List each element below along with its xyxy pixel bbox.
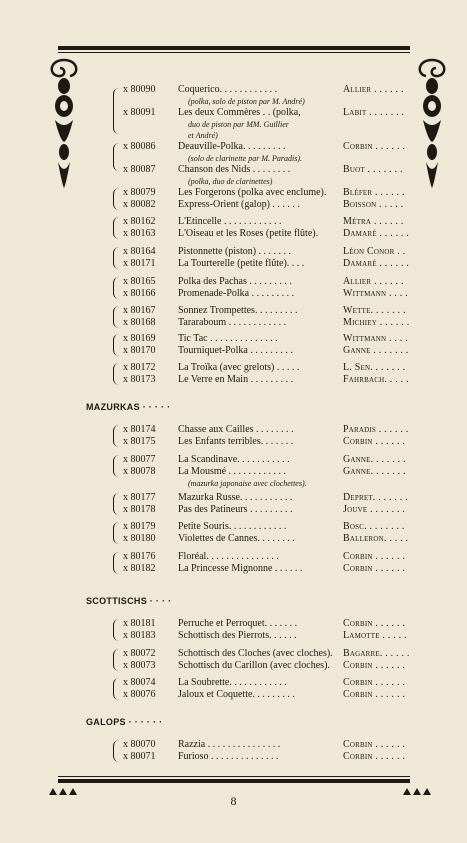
composer: Corbin . . . . . .	[343, 677, 406, 688]
composer: Allier . . . . . .	[343, 84, 404, 95]
composer: Bosc. . . . . . . .	[343, 521, 405, 532]
entry-group	[0, 305, 467, 329]
entry-group	[0, 187, 467, 211]
composer: Depret. . . . . . .	[343, 492, 408, 503]
piece-title: Pas des Patineurs . . . . . . . . .	[178, 504, 293, 515]
piece-title: Promenade-Polka . . . . . . . . .	[178, 288, 295, 299]
record-number: x 80170	[123, 345, 156, 356]
piece-title: Tourniquet-Polka . . . . . . . . .	[178, 345, 293, 356]
record-number: x 80181	[123, 618, 156, 629]
top-border-thick	[58, 46, 410, 50]
entry-row	[0, 187, 467, 199]
entry-group	[0, 333, 467, 357]
entry-row	[0, 677, 467, 689]
entry-row	[0, 228, 467, 240]
entry-row	[0, 533, 467, 545]
record-number: x 80073	[123, 660, 156, 671]
composer: Métra . . . . . .	[343, 216, 404, 227]
composer: Wittmann . . . .	[343, 288, 408, 299]
entry-row	[0, 551, 467, 563]
record-number: x 80077	[123, 454, 156, 465]
entry-row	[0, 216, 467, 228]
record-number: x 80174	[123, 424, 156, 435]
composer: Bagarre. . . . . .	[343, 648, 410, 659]
composer: Corbin . . . . . .	[343, 436, 406, 447]
section-heading-galops: GALOPS · · · · · ·	[86, 717, 163, 727]
composer: Corbin . . . . . .	[343, 751, 406, 762]
record-number: x 80072	[123, 648, 156, 659]
record-number: x 80071	[123, 751, 156, 762]
composer: Ganne. . . . . . .	[343, 466, 406, 477]
piece-title: La Mousmé . . . . . . . . . . . .	[178, 466, 287, 477]
composer: Balleron. . . . .	[343, 533, 409, 544]
entry-row	[0, 362, 467, 374]
record-number: x 80171	[123, 258, 156, 269]
entry-row	[0, 258, 467, 270]
composer: Damaré . . . . . .	[343, 228, 410, 239]
composer: Corbin . . . . . .	[343, 563, 406, 574]
piece-title: Sonnez Trompettes. . . . . . . . .	[178, 305, 298, 316]
entry-row	[0, 317, 467, 329]
piece-title: Chanson des Nids . . . . . . . .	[178, 164, 291, 175]
composer: Paradis . . . . . .	[343, 424, 409, 435]
composer: Corbin . . . . . .	[343, 689, 406, 700]
piece-title: Les Forgerons (polka avec enclume).	[178, 187, 327, 198]
entry-note: (solo de clarinette par M. Paradis).	[188, 154, 302, 163]
record-number: x 80079	[123, 187, 156, 198]
record-number: x 80168	[123, 317, 156, 328]
composer: L. Sen. . . . . . .	[343, 362, 406, 373]
piece-title: La Soubrette. . . . . . . . . . . .	[178, 677, 287, 688]
record-number: x 80167	[123, 305, 156, 316]
entry-row	[0, 466, 467, 478]
record-number: x 80090	[123, 84, 156, 95]
record-number: x 80074	[123, 677, 156, 688]
composer: Corbin . . . . . .	[343, 660, 406, 671]
piece-title: Schottisch des Pierrots. . . . . .	[178, 630, 297, 641]
piece-title: Razzia . . . . . . . . . . . . . . .	[178, 739, 281, 750]
entry-row	[0, 618, 467, 630]
record-number: x 80166	[123, 288, 156, 299]
entry-row	[0, 492, 467, 504]
entry-group	[0, 276, 467, 300]
entry-group	[0, 739, 467, 763]
section-heading-scottischs: SCOTTISCHS · · · ·	[86, 596, 172, 606]
composer: Michiey . . . . . .	[343, 317, 410, 328]
entry-row	[0, 84, 467, 96]
record-number: x 80078	[123, 466, 156, 477]
entry-row	[0, 689, 467, 701]
entry-row	[0, 504, 467, 516]
record-number: x 80086	[123, 141, 156, 152]
piece-title: Les Enfants terribles. . . . . . .	[178, 436, 294, 447]
entry-note: (polka, solo de piston par M. André)	[188, 97, 305, 106]
entry-row	[0, 288, 467, 300]
entry-group	[0, 84, 467, 141]
entry-group	[0, 424, 467, 448]
composer: Léon Conor . .	[343, 246, 406, 257]
entry-note: et André)	[188, 131, 218, 140]
piece-title: Coquerico. . . . . . . . . . . .	[178, 84, 278, 95]
entry-row	[0, 436, 467, 448]
composer: Bléfer . . . . . .	[343, 187, 405, 198]
entry-group	[0, 492, 467, 516]
piece-title: Express-Orient (galop) . . . . . .	[178, 199, 300, 210]
record-number: x 80172	[123, 362, 156, 373]
entry-row	[0, 751, 467, 763]
record-number: x 80082	[123, 199, 156, 210]
bottom-border-thick	[58, 779, 410, 783]
entry-row	[0, 739, 467, 751]
entry-row	[0, 521, 467, 533]
record-number: x 80175	[123, 436, 156, 447]
entry-row	[0, 276, 467, 288]
entry-group	[0, 454, 467, 489]
top-border-thin	[58, 52, 410, 53]
piece-title: Violettes de Cannes. . . . . . . .	[178, 533, 295, 544]
piece-title: Tic Tac . . . . . . . . . . . . . .	[178, 333, 278, 344]
record-number: x 80177	[123, 492, 156, 503]
entry-row	[0, 246, 467, 258]
record-number: x 80179	[123, 521, 156, 532]
entry-group	[0, 246, 467, 270]
composer: Corbin . . . . . .	[343, 739, 406, 750]
entry-group	[0, 618, 467, 642]
entry-group	[0, 362, 467, 386]
piece-title: Perruche et Perroquet. . . . . . .	[178, 618, 298, 629]
entry-row	[0, 454, 467, 466]
piece-title: Deauville-Polka. . . . . . . . .	[178, 141, 286, 152]
composer: Wittmann . . . .	[343, 333, 408, 344]
composer: Fahrbach. . . . .	[343, 374, 409, 385]
bottom-border-thin	[58, 776, 410, 777]
record-number: x 80087	[123, 164, 156, 175]
composer: Buot . . . . . . .	[343, 164, 403, 175]
entry-group	[0, 648, 467, 672]
entry-row	[0, 648, 467, 660]
piece-title: L'Etincelle . . . . . . . . . . . .	[178, 216, 282, 227]
record-number: x 80180	[123, 533, 156, 544]
piece-title: Polka des Pachas . . . . . . . . .	[178, 276, 292, 287]
entry-row	[0, 563, 467, 575]
piece-title: Mazurka Russe. . . . . . . . . . .	[178, 492, 293, 503]
composer: Corbin . . . . . .	[343, 141, 406, 152]
entry-group	[0, 141, 467, 187]
composer: Wette. . . . . . .	[343, 305, 406, 316]
entry-note: (mazurka japonaise avec clochettes).	[188, 479, 307, 488]
record-number: x 80070	[123, 739, 156, 750]
piece-title: Floréal. . . . . . . . . . . . . . .	[178, 551, 279, 562]
piece-title: Pistonnette (piston) . . . . . . .	[178, 246, 292, 257]
piece-title: Schottisch du Carillon (avec cloches).	[178, 660, 330, 671]
entry-note: duo de piston par MM. Guillier	[188, 120, 289, 129]
piece-title: Tararaboum . . . . . . . . . . . .	[178, 317, 287, 328]
record-number: x 80176	[123, 551, 156, 562]
composer: Corbin . . . . . .	[343, 618, 406, 629]
piece-title: Le Verre en Main . . . . . . . . .	[178, 374, 294, 385]
composer: Ganne . . . . . . .	[343, 345, 409, 356]
piece-title: La Princesse Mignonne . . . . . .	[178, 563, 303, 574]
piece-title: Les deux Commères . . (polka,	[178, 107, 301, 118]
piece-title: Chasse aux Cailles . . . . . . . .	[178, 424, 294, 435]
record-number: x 80091	[123, 107, 156, 118]
entry-note: (polka, duo de clarinettes)	[188, 177, 273, 186]
piece-title: Furioso . . . . . . . . . . . . . .	[178, 751, 279, 762]
piece-title: La Tourterelle (petite flûte). . . .	[178, 258, 305, 269]
record-number: x 80182	[123, 563, 156, 574]
page-number: 8	[230, 794, 237, 808]
entry-row	[0, 374, 467, 386]
piece-title: La Scandinave. . . . . . . . . . .	[178, 454, 290, 465]
record-number: x 80165	[123, 276, 156, 287]
record-number: x 80163	[123, 228, 156, 239]
composer: Corbin . . . . . .	[343, 551, 406, 562]
entry-row	[0, 345, 467, 357]
record-number: x 80183	[123, 630, 156, 641]
piece-title: La Troïka (avec grelots) . . . . .	[178, 362, 300, 373]
entry-group	[0, 551, 467, 575]
entry-row	[0, 141, 467, 153]
record-number: x 80164	[123, 246, 156, 257]
record-number: x 80169	[123, 333, 156, 344]
entry-row	[0, 164, 467, 176]
piece-title: Jaloux et Coquette. . . . . . . . .	[178, 689, 295, 700]
piece-title: Schottisch des Cloches (avec cloches).	[178, 648, 333, 659]
entry-row	[0, 660, 467, 672]
composer: Labit . . . . . . .	[343, 107, 405, 118]
entry-row	[0, 305, 467, 317]
entry-group	[0, 216, 467, 240]
entry-row	[0, 199, 467, 211]
entry-row	[0, 630, 467, 642]
record-number: x 80162	[123, 216, 156, 227]
record-number: x 80173	[123, 374, 156, 385]
entry-row	[0, 424, 467, 436]
record-number: x 80178	[123, 504, 156, 515]
entry-group	[0, 677, 467, 701]
composer: Allier . . . . . .	[343, 276, 404, 287]
composer: Damaré . . . . . .	[343, 258, 410, 269]
piece-title: Petite Souris. . . . . . . . . . . .	[178, 521, 287, 532]
composer: Jouve . . . . . . .	[343, 504, 406, 515]
section-heading-mazurkas: MAZURKAS · · · · ·	[86, 402, 171, 412]
entry-group	[0, 521, 467, 545]
entry-row	[0, 107, 467, 119]
composer: Boisson . . . . .	[343, 199, 404, 210]
record-number: x 80076	[123, 689, 156, 700]
entry-row	[0, 333, 467, 345]
piece-title: L'Oiseau et les Roses (petite flûte).	[178, 228, 319, 239]
composer: Ganne. . . . . . .	[343, 454, 406, 465]
composer: Lamotte . . . . .	[343, 630, 407, 641]
